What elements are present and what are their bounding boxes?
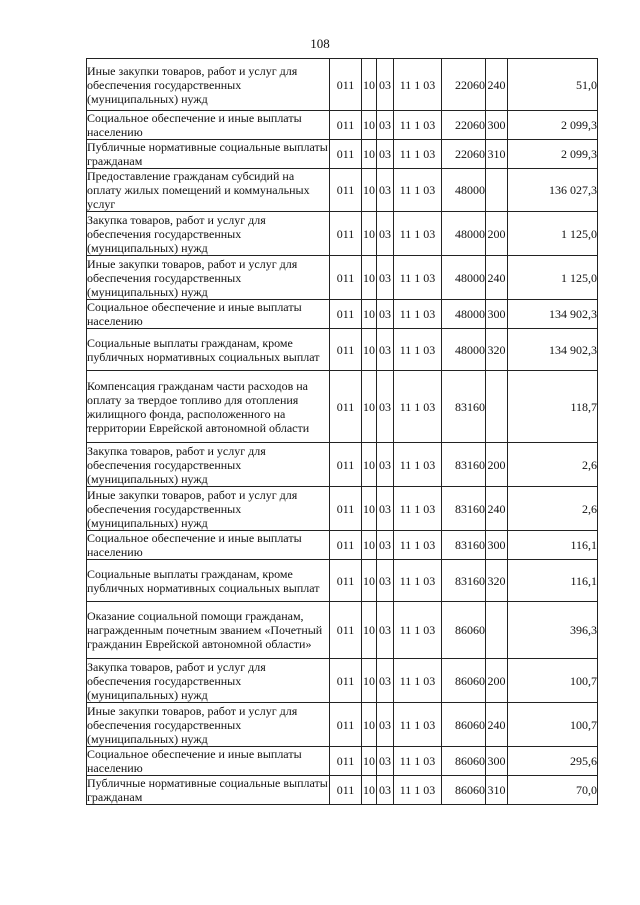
row-name-cell: Социальные выплаты гражданам, кроме публичных нормативных социальных выплат: [87, 560, 330, 602]
grbs-cell: 011: [330, 212, 362, 256]
amount-cell: 100,7: [508, 703, 598, 747]
grbs-cell: 011: [330, 300, 362, 329]
row-name-cell: Социальное обеспечение и иные выплаты населению: [87, 747, 330, 776]
target-article-cell: 22060: [442, 59, 486, 111]
subsection-cell: 03: [377, 256, 394, 300]
expense-type-cell: 320: [486, 560, 508, 602]
subsection-cell: 03: [377, 59, 394, 111]
row-name-cell: Публичные нормативные социальные выплаты гражданам: [87, 776, 328, 804]
section-cell: 10: [362, 487, 377, 531]
amount-cell: 51,0: [508, 59, 598, 111]
table-row: [87, 140, 598, 169]
row-name-cell: Публичные нормативные социальные выплаты гражданам: [87, 140, 328, 168]
row-name-cell: Иные закупки товаров, работ и услуг для обеспечения государственных (муниципальных) нужд: [87, 703, 330, 747]
subsection-cell: 03: [377, 487, 394, 531]
row-name-cell: Оказание социальной помощи гражданам, награжденным почетным званием «Почетный гражданин Еврейской автономной области»: [87, 602, 330, 659]
amount-cell: 2 099,3: [508, 111, 598, 140]
grbs-cell: 011: [330, 747, 362, 776]
table-row: [87, 169, 598, 212]
amount-cell: 295,6: [508, 747, 598, 776]
expense-type-cell: 240: [486, 703, 508, 747]
program-code-cell: 11 1 03: [394, 703, 442, 747]
row-name-cell: Компенсация гражданам части расходов на оплату за твердое топливо для отопления жилищного фонда, расположенного на территории Еврейской автономной области: [87, 371, 330, 443]
expense-type-cell: [486, 169, 508, 212]
target-article-cell: 86060: [442, 703, 486, 747]
table-row: [87, 212, 598, 256]
row-name-cell: Закупка товаров, работ и услуг для обеспечения государственных (муниципальных) нужд: [87, 443, 330, 487]
grbs-cell: 011: [330, 487, 362, 531]
section-cell: 10: [362, 602, 377, 659]
target-article-cell: 48000: [442, 300, 486, 329]
row-name-cell: Иные закупки товаров, работ и услуг для обеспечения государственных (муниципальных) нужд: [87, 59, 330, 111]
table-row: [87, 443, 598, 487]
grbs-cell: 011: [330, 256, 362, 300]
amount-cell: 116,1: [508, 531, 598, 560]
row-name-cell: Социальное обеспечение и иные выплаты населению: [87, 300, 330, 329]
grbs-cell: 011: [330, 371, 362, 443]
amount-cell: 116,1: [508, 560, 598, 602]
row-name-cell: Закупка товаров, работ и услуг для обеспечения государственных (муниципальных) нужд: [87, 212, 330, 256]
subsection-cell: 03: [377, 140, 394, 169]
table-row: [87, 776, 598, 805]
subsection-cell: 03: [377, 560, 394, 602]
table-row: [87, 747, 598, 776]
row-name-cell: Социальные выплаты гражданам, кроме публичных нормативных социальных выплат: [87, 329, 330, 371]
target-article-cell: 83160: [442, 531, 486, 560]
section-cell: 10: [362, 659, 377, 703]
table-row: [87, 111, 598, 140]
section-cell: 10: [362, 560, 377, 602]
program-code-cell: 11 1 03: [394, 371, 442, 443]
grbs-cell: 011: [330, 443, 362, 487]
row-name-cell: Предоставление гражданам субсидий на оплату жилых помещений и коммунальных услуг: [87, 169, 330, 212]
section-cell: 10: [362, 59, 377, 111]
expense-type-cell: [486, 602, 508, 659]
program-code-cell: 11 1 03: [394, 59, 442, 111]
target-article-cell: 48000: [442, 256, 486, 300]
amount-cell: 2,6: [508, 443, 598, 487]
expense-type-cell: 310: [486, 140, 508, 169]
amount-cell: 1 125,0: [508, 212, 598, 256]
table-row: [87, 329, 598, 371]
expense-type-cell: 240: [486, 59, 508, 111]
target-article-cell: 22060: [442, 111, 486, 140]
grbs-cell: 011: [330, 560, 362, 602]
subsection-cell: 03: [377, 329, 394, 371]
target-article-cell: 83160: [442, 560, 486, 602]
amount-cell: 134 902,3: [508, 329, 598, 371]
subsection-cell: 03: [377, 371, 394, 443]
section-cell: 10: [362, 111, 377, 140]
amount-cell: 134 902,3: [508, 300, 598, 329]
amount-cell: 118,7: [508, 371, 598, 443]
table-row: [87, 703, 598, 747]
amount-cell: 2,6: [508, 487, 598, 531]
target-article-cell: 83160: [442, 443, 486, 487]
program-code-cell: 11 1 03: [394, 531, 442, 560]
grbs-cell: 011: [330, 169, 362, 212]
program-code-cell: 11 1 03: [394, 169, 442, 212]
target-article-cell: 22060: [442, 140, 486, 169]
section-cell: 10: [362, 169, 377, 212]
expense-type-cell: 310: [486, 776, 508, 805]
row-name-cell: Иные закупки товаров, работ и услуг для обеспечения государственных (муниципальных) нужд: [87, 487, 330, 531]
program-code-cell: 11 1 03: [394, 659, 442, 703]
section-cell: 10: [362, 140, 377, 169]
amount-cell: 70,0: [508, 776, 598, 805]
subsection-cell: 03: [377, 703, 394, 747]
section-cell: 10: [362, 371, 377, 443]
program-code-cell: 11 1 03: [394, 443, 442, 487]
program-code-cell: 11 1 03: [394, 560, 442, 602]
expense-type-cell: [486, 371, 508, 443]
amount-cell: 136 027,3: [508, 169, 598, 212]
expense-type-cell: 320: [486, 329, 508, 371]
subsection-cell: 03: [377, 659, 394, 703]
grbs-cell: 011: [330, 602, 362, 659]
row-name-cell: Закупка товаров, работ и услуг для обеспечения государственных (муниципальных) нужд: [87, 659, 330, 703]
program-code-cell: 11 1 03: [394, 487, 442, 531]
target-article-cell: 48000: [442, 212, 486, 256]
program-code-cell: 11 1 03: [394, 602, 442, 659]
section-cell: 10: [362, 300, 377, 329]
row-name-cell: Социальное обеспечение и иные выплаты населению: [87, 111, 330, 140]
target-article-cell: 83160: [442, 487, 486, 531]
target-article-cell: 86060: [442, 747, 486, 776]
subsection-cell: 03: [377, 531, 394, 560]
table-row: [87, 560, 598, 602]
page-number: 108: [310, 36, 330, 51]
section-cell: 10: [362, 329, 377, 371]
program-code-cell: 11 1 03: [394, 140, 442, 169]
section-cell: 10: [362, 531, 377, 560]
expense-type-cell: 300: [486, 531, 508, 560]
grbs-cell: 011: [330, 703, 362, 747]
table-row: [87, 531, 598, 560]
grbs-cell: 011: [330, 329, 362, 371]
expense-type-cell: 300: [486, 111, 508, 140]
section-cell: 10: [362, 256, 377, 300]
subsection-cell: 03: [377, 212, 394, 256]
target-article-cell: 86060: [442, 602, 486, 659]
grbs-cell: 011: [330, 776, 362, 805]
grbs-cell: 011: [330, 111, 362, 140]
program-code-cell: 11 1 03: [394, 747, 442, 776]
expense-type-cell: 300: [486, 300, 508, 329]
section-cell: 10: [362, 443, 377, 487]
section-cell: 10: [362, 776, 377, 805]
grbs-cell: 011: [330, 140, 362, 169]
expense-type-cell: 200: [486, 212, 508, 256]
grbs-cell: 011: [330, 59, 362, 111]
target-article-cell: 86060: [442, 659, 486, 703]
table-row: [87, 602, 598, 659]
program-code-cell: 11 1 03: [394, 212, 442, 256]
program-code-cell: 11 1 03: [394, 111, 442, 140]
table-row: [87, 487, 598, 531]
grbs-cell: 011: [330, 531, 362, 560]
expense-type-cell: 240: [486, 256, 508, 300]
program-code-cell: 11 1 03: [394, 300, 442, 329]
table-body: [87, 59, 598, 805]
subsection-cell: 03: [377, 169, 394, 212]
amount-cell: 1 125,0: [508, 256, 598, 300]
amount-cell: 396,3: [508, 602, 598, 659]
subsection-cell: 03: [377, 776, 394, 805]
table-row: [87, 371, 598, 443]
expense-type-cell: 200: [486, 443, 508, 487]
section-cell: 10: [362, 703, 377, 747]
program-code-cell: 11 1 03: [394, 256, 442, 300]
target-article-cell: 86060: [442, 776, 486, 805]
budget-table: [86, 58, 598, 805]
table-row: [87, 659, 598, 703]
subsection-cell: 03: [377, 602, 394, 659]
row-name-cell: Иные закупки товаров, работ и услуг для обеспечения государственных (муниципальных) нужд: [87, 256, 330, 300]
table-row: [87, 300, 598, 329]
subsection-cell: 03: [377, 443, 394, 487]
target-article-cell: 83160: [442, 371, 486, 443]
amount-cell: 2 099,3: [508, 140, 598, 169]
table-row: [87, 256, 598, 300]
program-code-cell: 11 1 03: [394, 776, 442, 805]
subsection-cell: 03: [377, 111, 394, 140]
subsection-cell: 03: [377, 300, 394, 329]
expense-type-cell: 200: [486, 659, 508, 703]
target-article-cell: 48000: [442, 169, 486, 212]
amount-cell: 100,7: [508, 659, 598, 703]
section-cell: 10: [362, 747, 377, 776]
target-article-cell: 48000: [442, 329, 486, 371]
grbs-cell: 011: [330, 659, 362, 703]
expense-type-cell: 240: [486, 487, 508, 531]
program-code-cell: 11 1 03: [394, 329, 442, 371]
subsection-cell: 03: [377, 747, 394, 776]
row-name-cell: Социальное обеспечение и иные выплаты населению: [87, 531, 330, 560]
section-cell: 10: [362, 212, 377, 256]
table-row: [87, 59, 598, 111]
expense-type-cell: 300: [486, 747, 508, 776]
